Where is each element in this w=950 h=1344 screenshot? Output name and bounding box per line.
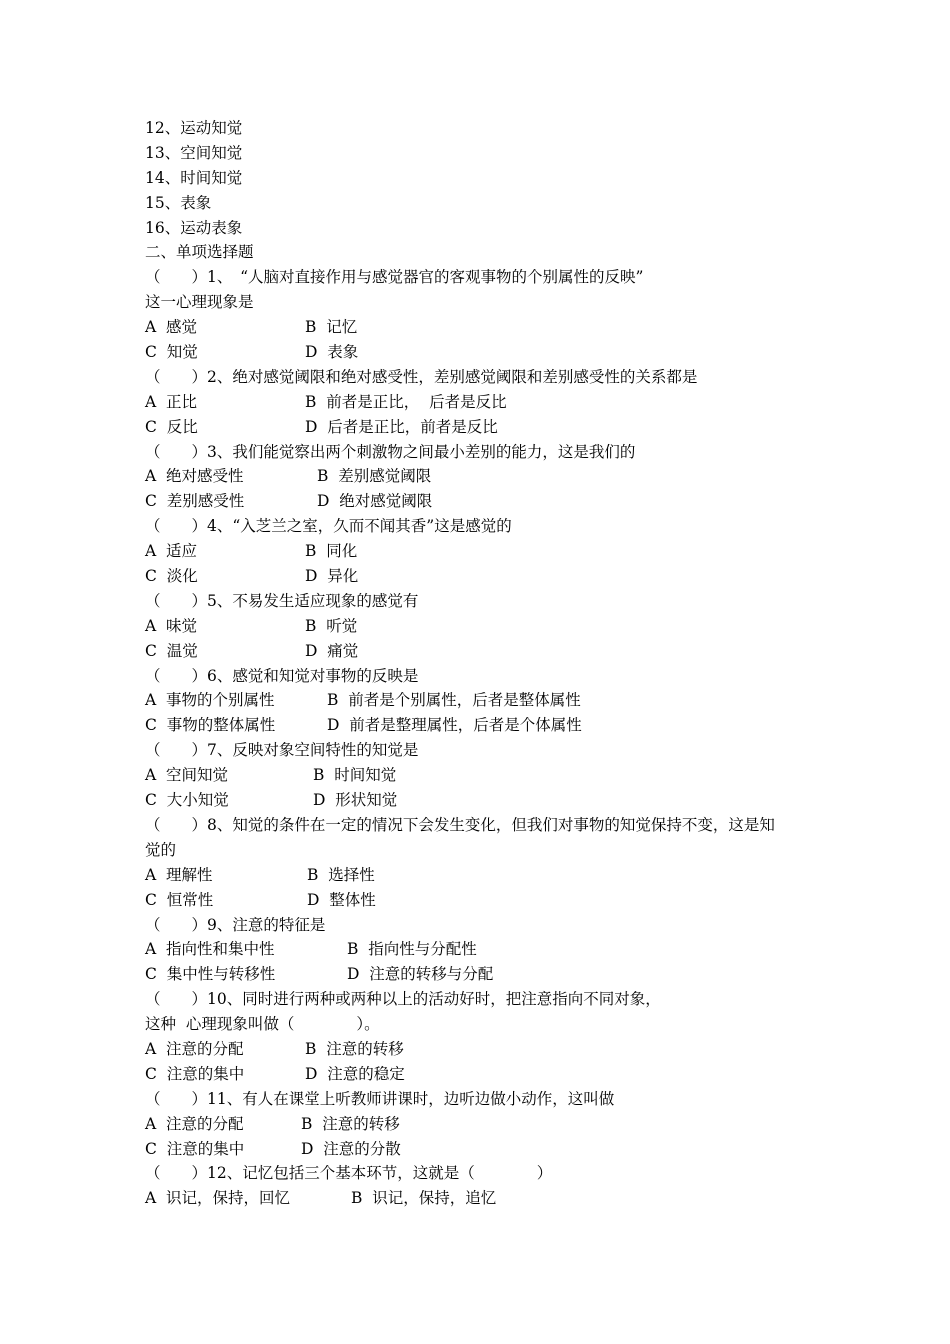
question-stem: （ ）10、同时进行两种或两种以上的活动好时，把注意指向不同对象， [145, 990, 661, 1009]
term-item: 15、表象 [145, 193, 212, 212]
option-row [145, 564, 825, 589]
option-row [145, 1112, 825, 1137]
option-left: A 正比 [145, 392, 198, 411]
option-right: B 前者是正比， 后者是反比 [305, 392, 507, 411]
option-right: B 注意的转移 [305, 1039, 404, 1058]
option-row [145, 614, 825, 639]
option-row [145, 1137, 825, 1162]
option-right: B 时间知觉 [313, 766, 397, 785]
term-item: 13、空间知觉 [145, 143, 243, 162]
question-stem: 这一心理现象是 [145, 293, 254, 312]
question-stem: （ ）8、知觉的条件在一定的情况下会发生变化，但我们对事物的知觉保持不变，这是知 [145, 815, 775, 834]
option-right: D 绝对感觉阈限 [317, 492, 433, 511]
question-stem: （ ）11、有人在课堂上听教师讲课时，边听边做小动作，这叫做 [145, 1089, 615, 1108]
option-right: D 后者是正比，前者是反比 [305, 417, 498, 436]
option-row [145, 390, 825, 415]
option-row [145, 1037, 825, 1062]
term-item: 16、运动表象 [145, 218, 243, 237]
option-row [145, 962, 825, 987]
option-left: A 事物的个别属性 [145, 691, 275, 710]
question-stem: （ ）12、记忆包括三个基本环节，这就是（ ） [145, 1164, 553, 1183]
question-stem: 觉的 [145, 840, 177, 859]
option-left: C 淡化 [145, 567, 198, 586]
option-left: C 反比 [145, 417, 198, 436]
term-item: 14、时间知觉 [145, 168, 243, 187]
option-row [145, 888, 825, 913]
option-row [145, 937, 825, 962]
option-right: D 注意的分散 [301, 1139, 401, 1158]
option-left: A 适应 [145, 542, 198, 561]
option-left: A 注意的分配 [145, 1039, 244, 1058]
option-row [145, 763, 825, 788]
option-right: B 记忆 [305, 318, 358, 337]
option-left: C 注意的集中 [145, 1139, 245, 1158]
option-row [145, 340, 825, 365]
option-left: A 理解性 [145, 865, 213, 884]
option-row [145, 489, 825, 514]
option-row [145, 464, 825, 489]
document-body [145, 116, 825, 1211]
option-left: C 温觉 [145, 641, 198, 660]
option-left: C 差别感受性 [145, 492, 245, 511]
question-stem: （ ）2、绝对感觉阈限和绝对感受性，差别感觉阈限和差别感受性的关系都是 [145, 367, 698, 386]
option-right: B 识记，保持，追忆 [351, 1189, 497, 1208]
option-right: B 选择性 [307, 865, 375, 884]
option-left: A 注意的分配 [145, 1114, 244, 1133]
option-row [145, 1062, 825, 1087]
option-row [145, 639, 825, 664]
question-stem: （ ）6、感觉和知觉对事物的反映是 [145, 666, 419, 685]
option-left: A 味觉 [145, 616, 198, 635]
option-row [145, 788, 825, 813]
option-row [145, 688, 825, 713]
option-right: B 听觉 [305, 616, 358, 635]
option-row [145, 415, 825, 440]
option-right: B 指向性与分配性 [347, 940, 477, 959]
option-left: A 绝对感受性 [145, 467, 244, 486]
option-right: D 注意的转移与分配 [347, 965, 494, 984]
option-right: B 同化 [305, 542, 358, 561]
term-item: 12、运动知觉 [145, 119, 243, 137]
option-left: A 空间知觉 [145, 766, 229, 785]
option-left: C 恒常性 [145, 890, 214, 909]
option-left: C 注意的集中 [145, 1064, 245, 1083]
question-stem: （ ）4、“入芝兰之室，久而不闻其香”这是感觉的 [145, 517, 512, 536]
option-right: D 注意的稳定 [305, 1064, 405, 1083]
option-row [145, 1186, 825, 1211]
question-stem: （ ）3、我们能觉察出两个刺激物之间最小差别的能力，这是我们的 [145, 442, 636, 461]
option-right: B 差别感觉阈限 [317, 467, 432, 486]
option-right: D 前者是整理属性，后者是个体属性 [327, 716, 582, 735]
option-row [145, 315, 825, 340]
question-stem: （ ）7、反映对象空间特性的知觉是 [145, 741, 419, 760]
question-stem: （ ）9、注意的特征是 [145, 915, 326, 934]
option-left: A 识记，保持，回忆 [145, 1189, 291, 1208]
option-left: C 大小知觉 [145, 791, 229, 810]
option-row [145, 713, 825, 738]
option-left: A 指向性和集中性 [145, 940, 275, 959]
option-right: D 异化 [305, 567, 359, 586]
option-row [145, 863, 825, 888]
question-stem: （ ）5、不易发生适应现象的感觉有 [145, 591, 419, 610]
option-right: B 注意的转移 [301, 1114, 400, 1133]
option-right: D 形状知觉 [313, 791, 398, 810]
option-right: D 痛觉 [305, 641, 359, 660]
option-left: C 集中性与转移性 [145, 965, 276, 984]
option-left: C 事物的整体属性 [145, 716, 276, 735]
question-stem: （ ）1、 “人脑对直接作用与感觉器官的客观事物的个别属性的反映” [145, 268, 644, 287]
section-title: 二、单项选择题 [145, 243, 254, 262]
option-left: C 知觉 [145, 343, 198, 362]
option-right: D 表象 [305, 343, 359, 362]
question-stem: 这种 心理现象叫做（ ）。 [145, 1015, 380, 1034]
option-right: B 前者是个别属性，后者是整体属性 [327, 691, 581, 710]
option-left: A 感觉 [145, 318, 198, 337]
option-row [145, 539, 825, 564]
option-right: D 整体性 [307, 890, 376, 909]
